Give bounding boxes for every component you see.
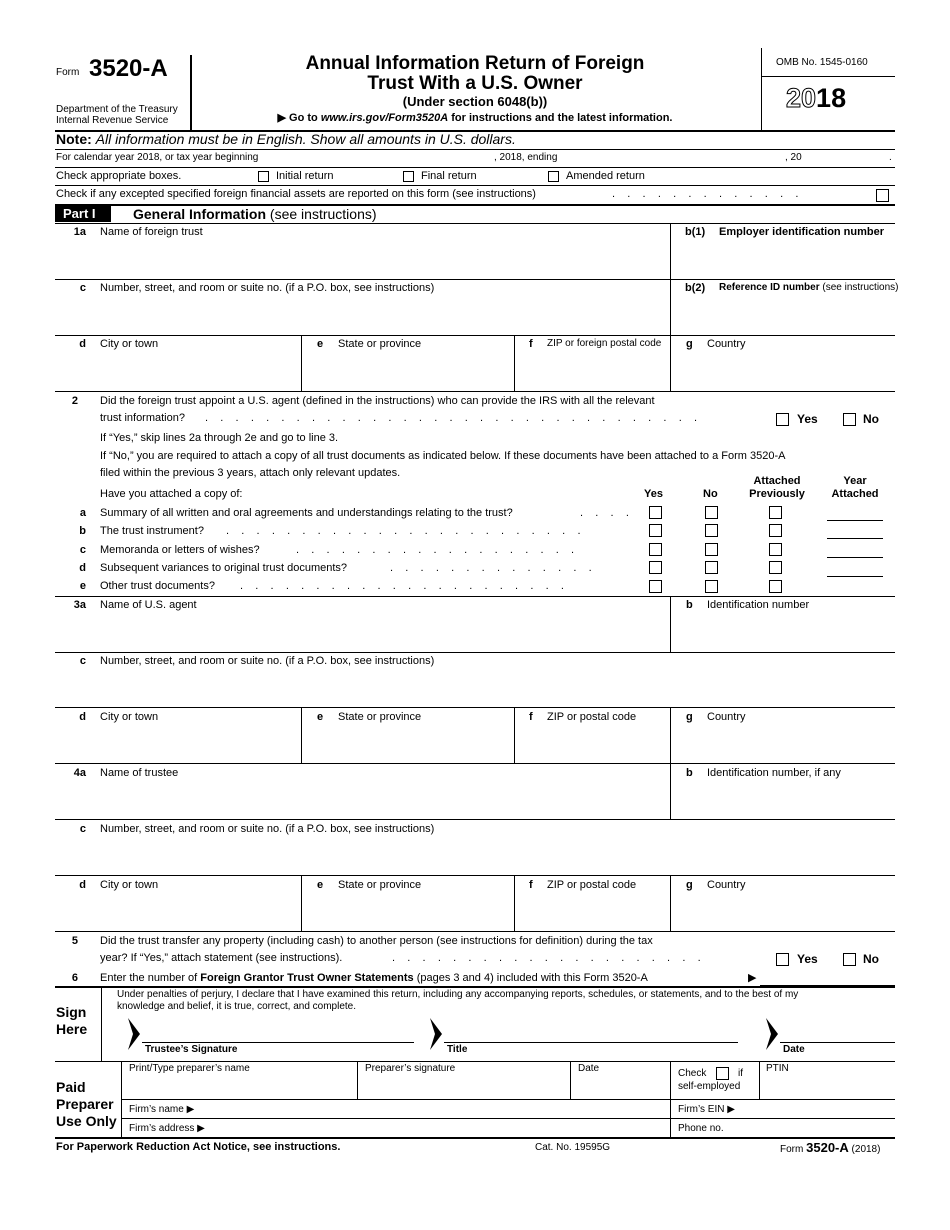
sign-label-2: Here — [56, 1021, 88, 1037]
line-2b-no-checkbox[interactable] — [705, 524, 718, 537]
ptin-label: PTIN — [766, 1063, 789, 1074]
line-3e-vdivider — [514, 707, 515, 763]
line-3a-vdivider — [670, 596, 671, 652]
line-2a-no-checkbox[interactable] — [705, 506, 718, 519]
calendar-20-label: , 20 — [785, 152, 802, 163]
part1-title — [133, 206, 377, 222]
preparer-label-2: Preparer — [56, 1096, 114, 1112]
form-title-line2: Trust With a U.S. Owner — [367, 73, 583, 94]
line-1d-number: d — [79, 338, 86, 350]
line-1e-number: e — [317, 338, 324, 350]
line-3c-number: c — [79, 655, 86, 667]
rule-4d — [55, 931, 895, 932]
line-2-have-attached: Have you attached a copy of: — [100, 488, 243, 500]
rule-line2 — [55, 596, 895, 597]
line-3a-label: Name of U.S. agent — [100, 599, 197, 611]
line-2b-yes-checkbox[interactable] — [649, 524, 662, 537]
line-2b-letter: b — [79, 525, 86, 537]
calendar-end-period: . — [889, 152, 892, 163]
line-5-yes-label: Yes — [797, 952, 818, 966]
line-6-number: 6 — [71, 972, 78, 984]
line-2-if-yes: If “Yes,” skip lines 2a through 2e and go to line 3. — [100, 432, 339, 444]
line-4e-vdivider — [514, 875, 515, 931]
line-2d-letter: d — [79, 562, 86, 574]
line-3g-label: Country — [707, 711, 746, 723]
omb-number: OMB No. 1545-0160 — [776, 57, 868, 68]
check-boxes-label: Check appropriate boxes. — [56, 170, 182, 182]
title-arrow-icon — [430, 1018, 444, 1050]
preparer-name-label: Print/Type preparer’s name — [129, 1063, 250, 1074]
line-1b2-number: b(2) — [685, 282, 706, 294]
line-2d-yes-checkbox[interactable] — [649, 561, 662, 574]
line-4b-label: Identification number, if any — [707, 767, 841, 779]
line-6-suffix: (pages 3 and 4) included with this Form 3520-A — [416, 972, 648, 984]
line-2c-text: Memoranda or letters of wishes? — [100, 544, 260, 556]
line-3c-label: Number, street, and room or suite no. (if a P.O. box, see instructions) — [100, 655, 435, 667]
form-subtitle: (Under section 6048(b)) — [402, 94, 548, 109]
line-2e-previously-checkbox[interactable] — [769, 580, 782, 593]
rule-preparer-1 — [121, 1099, 895, 1100]
signature-arrow-icon — [128, 1018, 142, 1050]
footer-form-id — [780, 1140, 880, 1155]
rule-1c — [55, 335, 895, 336]
dept-line1: Department of the Treasury — [56, 104, 178, 115]
omb-divider — [761, 76, 895, 77]
line-4g-label: Country — [707, 879, 746, 891]
amended-return-checkbox[interactable] — [548, 171, 559, 182]
line-1c-number: c — [79, 282, 86, 294]
preparer-label-3: Use Only — [56, 1113, 117, 1129]
leader-dots: . . . . . . . . . . . . . — [612, 188, 799, 200]
rule-sign-top — [55, 986, 895, 988]
column-year-attached-header-1: Year — [843, 475, 867, 487]
firm-ein-label: Firm’s EIN ▶ — [678, 1104, 735, 1115]
line-2c-yes-checkbox[interactable] — [649, 543, 662, 556]
rule-calendar — [55, 167, 895, 168]
preparer-label-1: Paid — [56, 1079, 86, 1095]
preparer-check-label: Check — [678, 1068, 707, 1079]
line-4d-label: City or town — [100, 879, 159, 891]
line-4a-label: Name of trustee — [100, 767, 179, 779]
line-4e-label: State or province — [338, 879, 422, 891]
line-6-bold: Foreign Grantor Trust Owner Statements — [200, 972, 414, 984]
line-3b-label: Identification number — [707, 599, 810, 611]
line-4c-number: c — [79, 823, 86, 835]
line-3g-number: g — [686, 711, 693, 723]
sign-label-1: Sign — [56, 1004, 87, 1020]
part1-title-suffix: (see instructions) — [269, 206, 377, 222]
line-2d-text: Subsequent variances to original trust documents? — [100, 562, 348, 574]
footer-form-word: Form — [780, 1144, 804, 1155]
line-2-no-label: No — [863, 412, 879, 426]
form-title-line1: Annual Information Return of Foreign — [305, 53, 645, 74]
line-2a-yes-checkbox[interactable] — [649, 506, 662, 519]
line-2a-letter: a — [79, 507, 86, 519]
tax-year-outline: 20 — [786, 83, 817, 113]
leader-dots: . . . . . . . . . . . . . . . . . . . . . — [392, 952, 701, 964]
line-3d-vdivider — [301, 707, 302, 763]
line-1b1-label: Employer identification number — [719, 226, 885, 238]
leader-dots: . . . . . . . . . . . . . . . . . . . . . . . . . . . . . . . . . — [205, 412, 698, 424]
line-5-question-2: year? If “Yes,” attach statement (see instructions). — [100, 952, 343, 964]
line-5-number: 5 — [71, 935, 78, 947]
excepted-assets-label: Check if any excepted specified foreign financial assets are reported on this form (see instructions) — [56, 188, 536, 200]
part1-tag: Part I — [63, 206, 96, 221]
header-divider-right — [761, 48, 762, 130]
rule-1a — [55, 279, 895, 280]
line-3e-number: e — [317, 711, 324, 723]
rule-3d — [55, 763, 895, 764]
perjury-text-2: knowledge and belief, it is true, correct, and complete. — [117, 1001, 357, 1012]
rule-note — [55, 149, 895, 150]
line-2a-year-field[interactable] — [827, 520, 883, 521]
line-3b-number: b — [686, 599, 693, 611]
firm-address-label: Firm’s address ▶ — [129, 1123, 205, 1134]
line-2e-text: Other trust documents? — [100, 580, 215, 592]
rule-4c — [55, 875, 895, 876]
date-arrow-icon — [766, 1018, 780, 1050]
form-word: Form — [56, 67, 80, 78]
preparer-signature-label: Preparer’s signature — [365, 1063, 456, 1074]
line-1e-label: State or province — [338, 338, 422, 350]
line-2-no-checkbox[interactable] — [843, 413, 856, 426]
line-1a-number: 1a — [73, 226, 86, 238]
line-2b-year-field[interactable] — [827, 538, 883, 539]
catalog-number: Cat. No. 19595G — [535, 1142, 611, 1153]
line-3a-number: 3a — [73, 599, 86, 611]
form-number: 3520-A — [89, 55, 168, 82]
note-line — [56, 131, 516, 147]
line-5-no-label: No — [863, 952, 879, 966]
line-2c-year-field[interactable] — [827, 557, 883, 558]
part1-title-bold: General Information — [133, 206, 267, 222]
goto-instructions — [190, 111, 760, 124]
line-2c-letter: c — [79, 544, 86, 556]
rule-4a — [55, 819, 895, 820]
line-4e-number: e — [317, 879, 324, 891]
line-1a-label: Name of foreign trust — [100, 226, 203, 238]
line-2d-previously-checkbox[interactable] — [769, 561, 782, 574]
line-2e-yes-checkbox[interactable] — [649, 580, 662, 593]
calendar-ending-label: , 2018, ending — [494, 152, 558, 163]
line-4b-number: b — [686, 767, 693, 779]
line-1f-label: ZIP or foreign postal code — [547, 338, 662, 349]
line-4a-vdivider — [670, 763, 671, 819]
line-2-yes-label: Yes — [797, 412, 818, 426]
line-2-if-no-2: filed within the previous 3 years, attach only relevant updates. — [100, 467, 401, 479]
preparer-date-label: Date — [578, 1063, 600, 1074]
line-1c-label: Number, street, and room or suite no. (if a P.O. box, see instructions) — [100, 282, 435, 294]
firm-name-label: Firm’s name ▶ — [129, 1104, 195, 1115]
sign-date-field[interactable] — [780, 1042, 895, 1043]
amended-return-label: Amended return — [566, 170, 645, 182]
tax-year — [786, 83, 846, 114]
rule-footer — [55, 1137, 895, 1139]
line-2-question-1: Did the foreign trust appoint a U.S. agent (defined in the instructions) who can provide the IRS with all the relevant — [100, 395, 655, 407]
note-label: Note: — [56, 131, 92, 147]
rule-preparer-2 — [121, 1118, 895, 1119]
leader-dots: . . . . — [580, 507, 629, 519]
line-4g-number: g — [686, 879, 693, 891]
self-employed-checkbox[interactable] — [716, 1067, 729, 1080]
preparer-if-label: if — [738, 1068, 743, 1079]
initial-return-checkbox[interactable] — [258, 171, 269, 182]
line-4f-label: ZIP or postal code — [547, 879, 637, 891]
calendar-year-label: For calendar year 2018, or tax year beginning — [56, 152, 259, 163]
line-6-text — [100, 972, 648, 984]
sign-date-label: Date — [783, 1044, 805, 1055]
leader-dots: . . . . . . . . . . . . . . . . . . . — [296, 544, 575, 556]
line-4c-label: Number, street, and room or suite no. (if a P.O. box, see instructions) — [100, 823, 435, 835]
line-6-prefix: Enter the number of — [100, 972, 198, 984]
line-5-no-checkbox[interactable] — [843, 953, 856, 966]
rule-3a — [55, 652, 895, 653]
final-return-checkbox[interactable] — [403, 171, 414, 182]
line-2b-text: The trust instrument? — [100, 525, 204, 537]
line-3f-vdivider — [670, 707, 671, 763]
line-2-yes-checkbox[interactable] — [776, 413, 789, 426]
line-2e-letter: e — [79, 580, 86, 592]
line-2d-no-checkbox[interactable] — [705, 561, 718, 574]
goto-url[interactable]: www.irs.gov/Form3520A — [320, 112, 449, 124]
line-1b1-number: b(1) — [685, 226, 706, 238]
line-4d-number: d — [79, 879, 86, 891]
trustee-signature-label: Trustee’s Signature — [145, 1044, 238, 1055]
leader-dots: . . . . . . . . . . . . . . . . . . . . . . — [240, 580, 564, 592]
line-2d-year-field[interactable] — [827, 576, 883, 577]
line-2c-no-checkbox[interactable] — [705, 543, 718, 556]
rule-check-boxes — [55, 185, 895, 186]
line-1d-label: City or town — [100, 338, 159, 350]
line-1f-vdivider — [670, 335, 671, 391]
line-1e-vdivider — [514, 335, 515, 391]
line-5-question-1: Did the trust transfer any property (including cash) to another person (see instructions for definition) during the tax — [100, 935, 653, 947]
trustee-signature-field[interactable] — [142, 1042, 414, 1043]
line-4d-vdivider — [301, 875, 302, 931]
goto-suffix: for instructions and the latest information. — [448, 112, 673, 124]
line-1f-number: f — [529, 338, 533, 350]
line-3f-label: ZIP or postal code — [547, 711, 637, 723]
line-2e-no-checkbox[interactable] — [705, 580, 718, 593]
line-4f-number: f — [529, 879, 533, 891]
line-1b2-suffix: (see instructions) — [822, 282, 899, 293]
line-3d-number: d — [79, 711, 86, 723]
column-attached-previously-header-1: Attached — [753, 475, 801, 487]
perjury-text-1: Under penalties of perjury, I declare that I have examined this return, including any accompanying reports, schedules, or statements, and to the best of my — [117, 989, 799, 1000]
leader-dots: . . . . . . . . . . . . . . — [390, 562, 592, 574]
footer-form-number: 3520-A — [806, 1140, 849, 1155]
line-2-question-2: trust information? — [100, 412, 185, 424]
column-attached-previously-header-2: Previously — [749, 488, 805, 500]
phone-label: Phone no. — [678, 1123, 724, 1134]
line-2-if-no-1: If “No,” you are required to attach a copy of all trust documents as indicated below. If these documents have been attached to a Form 3520-A — [100, 450, 786, 462]
tax-year-solid: 18 — [816, 83, 847, 113]
line-1g-label: Country — [707, 338, 746, 350]
excepted-assets-checkbox[interactable] — [876, 189, 889, 202]
rule-3c — [55, 707, 895, 708]
preparer-sig-vdivider — [570, 1061, 571, 1099]
preparer-check-vdivider — [759, 1061, 760, 1099]
paperwork-notice: For Paperwork Reduction Act Notice, see instructions. — [56, 1141, 341, 1153]
rule-sign-bottom — [55, 1061, 895, 1062]
line-3e-label: State or province — [338, 711, 422, 723]
sign-vdivider — [101, 987, 102, 1061]
line-2a-text: Summary of all written and oral agreements and understandings relating to the trust? — [100, 507, 513, 519]
line-1b2-label-bold: Reference ID number — [719, 282, 820, 293]
note-text: All information must be in English. Show all amounts in U.S. dollars. — [95, 131, 516, 147]
line-2a-previously-checkbox[interactable] — [769, 506, 782, 519]
initial-return-label: Initial return — [276, 170, 334, 182]
line-1g-number: g — [686, 338, 693, 350]
line-1b2-label — [719, 282, 899, 293]
line-2-number: 2 — [71, 395, 78, 407]
line-3d-label: City or town — [100, 711, 159, 723]
rule-part1-bottom — [55, 223, 895, 224]
line-4f-vdivider — [670, 875, 671, 931]
dept-line2: Internal Revenue Service — [56, 115, 169, 126]
goto-prefix: ▶ Go to — [277, 112, 321, 124]
line-4a-number: 4a — [73, 767, 86, 779]
final-return-label: Final return — [421, 170, 477, 182]
line-1d-vdivider — [301, 335, 302, 391]
line-5-yes-checkbox[interactable] — [776, 953, 789, 966]
preparer-name-vdivider — [357, 1061, 358, 1099]
line-6-arrow-icon: ▶ — [748, 972, 757, 984]
column-yes-header: Yes — [644, 488, 663, 500]
leader-dots: . . . . . . . . . . . . . . . . . . . . . . . . — [226, 525, 581, 537]
title-field[interactable] — [444, 1042, 738, 1043]
line-2b-previously-checkbox[interactable] — [769, 524, 782, 537]
self-employed-label: self-employed — [678, 1081, 741, 1092]
column-no-header: No — [703, 488, 718, 500]
line-2c-previously-checkbox[interactable] — [769, 543, 782, 556]
column-year-attached-header-2: Attached — [831, 488, 879, 500]
rule-1d — [55, 391, 895, 392]
footer-year: (2018) — [851, 1144, 881, 1155]
line-3f-number: f — [529, 711, 533, 723]
title-label: Title — [447, 1044, 468, 1055]
